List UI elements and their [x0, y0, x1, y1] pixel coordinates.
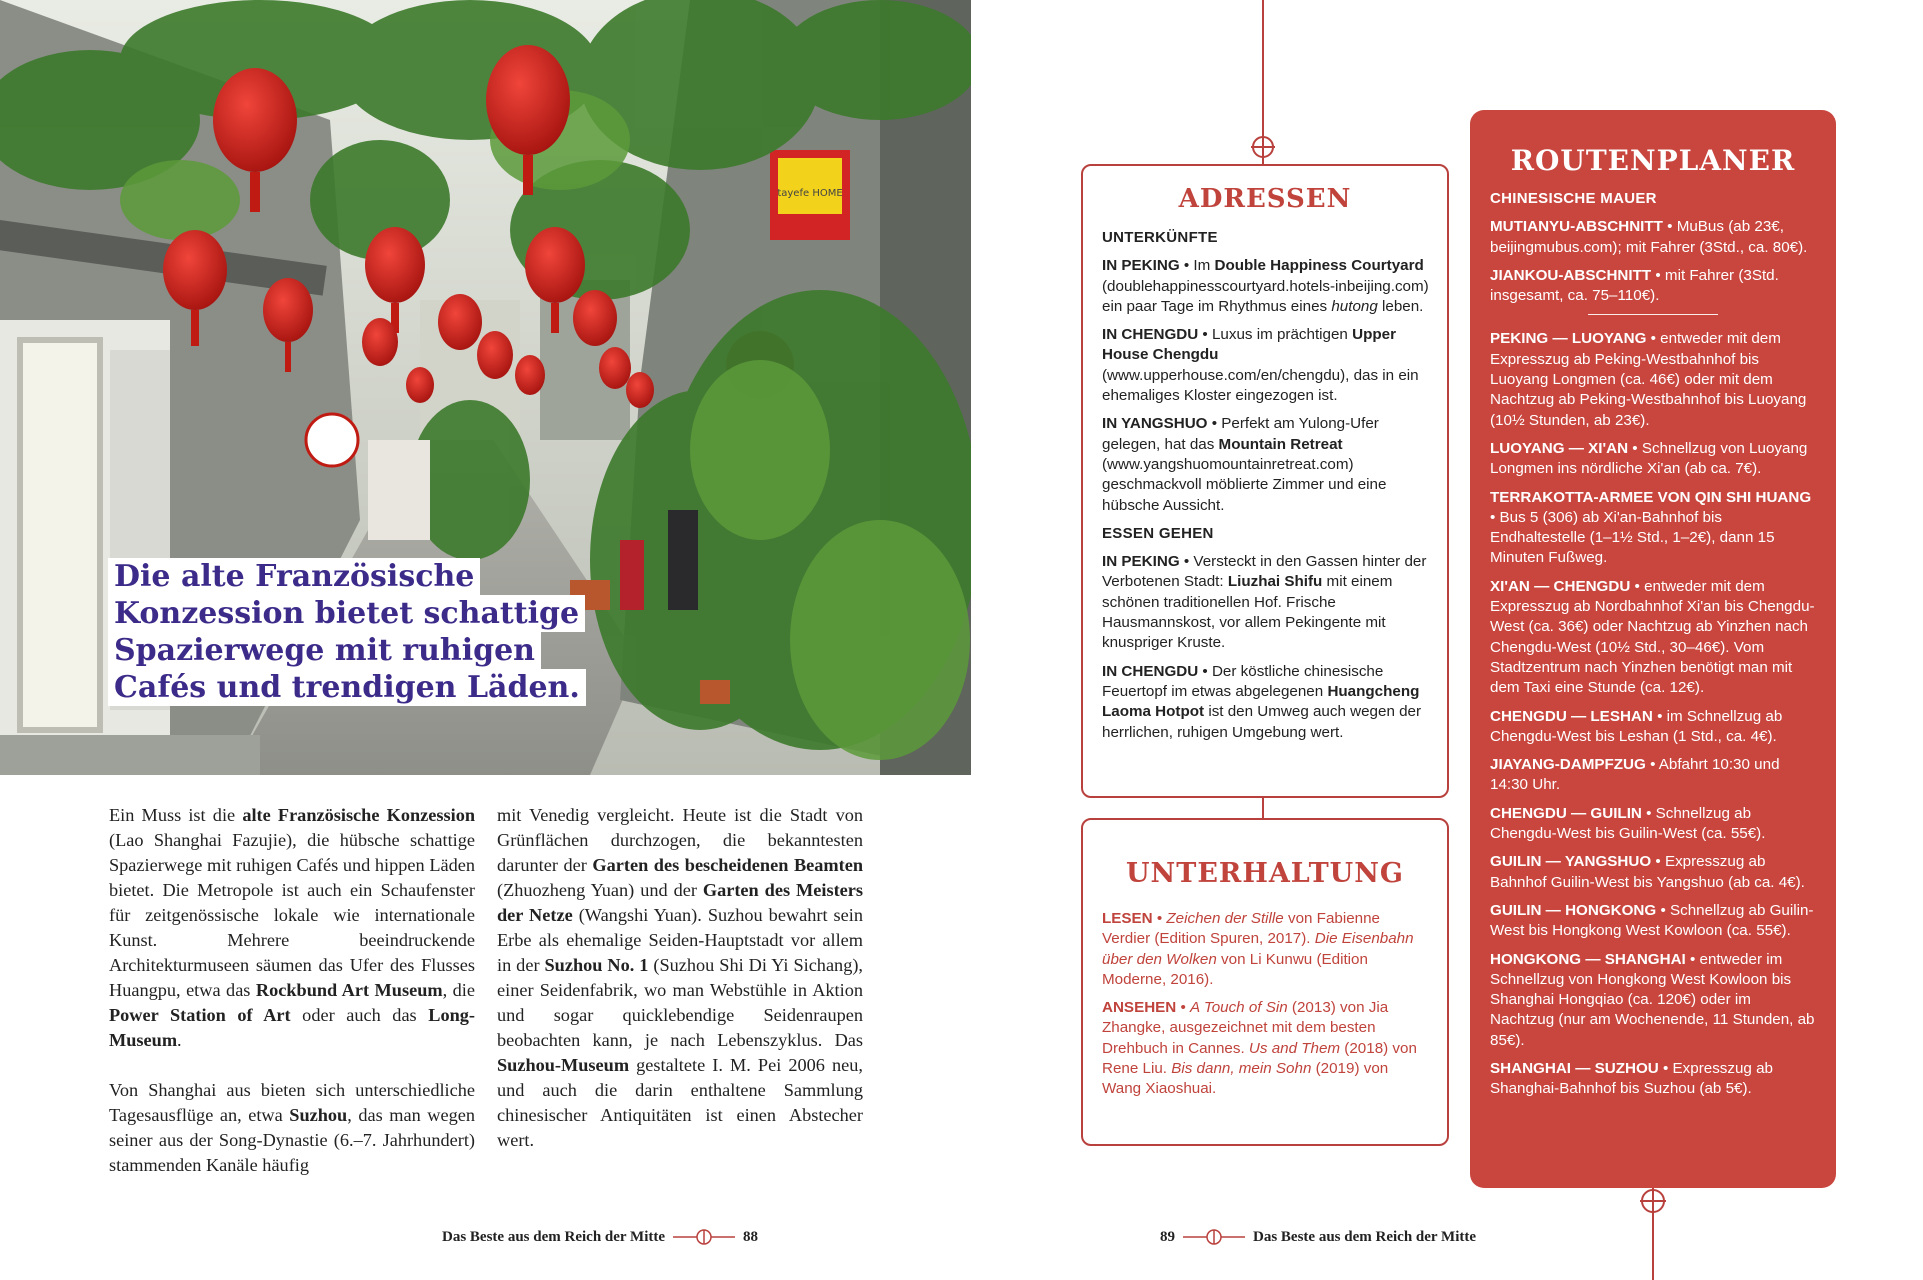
section-heading: CHINESISCHE MAUER [1490, 190, 1657, 207]
address-entry: IN CHENGDU • Der köstliche chinesische Feuertopf im etwas abgelegenen Huangcheng Laoma Hotpot ist den Umweg auch wegen der herrlichen, ruhigen Umgebung wert. [1102, 662, 1422, 741]
section-heading: ESSEN GEHEN [1102, 524, 1214, 542]
section-heading: UNTERKÜNFTE [1102, 229, 1218, 246]
route-entry: MUTIANYU-ABSCHNITT • MuBus (ab 23€, beijingmubus.com); mit Fahrer (3Std., ca. 80€). [1490, 218, 1808, 256]
address-entry: IN PEKING • Im Double Happiness Courtyard (doublehappinesscourtyard.hotels-inbeijing.com) ein paar Tage im Rhythmus eines hutong leben. [1102, 257, 1429, 315]
address-entry: IN CHENGDU • Luxus im prächtigen Upper House Chengdu (www.upperhouse.com/en/chengdu), das in ein ehemaliges Kloster eingezogen ist. [1102, 326, 1419, 405]
route-entry: GUILIN — HONGKONG • Schnellzug ab Guilin-West bis Hongkong West Kowloon (ca. 55€). [1490, 901, 1814, 940]
footer-title: Das Beste aus dem Reich der Mitte [1253, 1228, 1477, 1245]
caption-line: Spazierwege mit ruhigen [108, 632, 541, 669]
footer-left [442, 1228, 758, 1246]
route-entry: SHANGHAI — SUZHOU • Expresszug ab Shanghai-Bahnhof bis Suzhou (ab 5€). [1490, 1059, 1773, 1098]
sign-text: tayefe HOME [777, 188, 843, 199]
adressen-box [1081, 164, 1449, 798]
ornament-icon [1183, 1228, 1245, 1246]
caption-line: Cafés und trendigen Läden. [108, 669, 586, 706]
route-entry: LUOYANG — XI'AN • Schnellzug von Luoyang Longmen ins nördliche Xi'an (ab ca. 7€). [1490, 439, 1808, 478]
route-entry: HONGKONG — SHANGHAI • entweder im Schnellzug von Hongkong West Kowloon bis Shanghai Hongqiao (ca. 120€) oder im Nachtzug (nur am Wochenende, 11 Stunden, ab 85€). [1490, 950, 1815, 1049]
body-column-1 [109, 803, 475, 1203]
page-number: 88 [743, 1228, 759, 1245]
page-number: 89 [1160, 1228, 1175, 1245]
address-entry: IN PEKING • Versteckt in den Gassen hinter der Verbotenen Stadt: Liuzhai Shifu mit einem schönen traditionellen Hof. Frische Hausmannskost, vor allem Pekingente mit knuspriger Kruste. [1102, 553, 1427, 652]
address-entry: IN YANGSHUO • Perfekt am Yulong-Ufer gelegen, hat das Mountain Retreat (www.yangshuomountainretreat.com) geschmackvoll möblierte Zimmer und eine hübsche Aussicht. [1102, 415, 1387, 514]
body-column-2 [497, 803, 863, 1178]
body-paragraph: Ein Muss ist die alte Französische Konzession (Lao Shanghai Fazujie), die hübsche schattige Spazierwege mit ruhigen Cafés und hippen Läden bietet. Die Metropole ist auch ein Schaufenster für zeitgenössische lokale wie internationale Kunst. Mehrere beeindruckende Architekturmuseen säumen das Ufer des Flusses Huangpu, etwa das Rockbund Art Museum, die Power Station of Art oder auch das Long-Museum. [109, 805, 475, 1050]
route-entry: CHENGDU — LESHAN • im Schnellzug ab Chengdu-West bis Leshan (1 Std., ca. 4€). [1490, 707, 1783, 745]
media-entry: LESEN • Zeichen der Stille von Fabienne Verdier (Edition Spuren, 2017). Die Eisenbahn über den Wolken von Li Kunwu (Edition Moderne, 2016). [1102, 910, 1414, 988]
media-entry: ANSEHEN • A Touch of Sin (2013) von Jia Zhangke, ausgezeichnet mit dem besten Drehbuch in Cannes. Us and Them (2018) von Rene Liu. Bis dann, mein Sohn (2019) von Wang Xiaoshuai. [1102, 999, 1417, 1098]
ornament-icon [673, 1228, 735, 1246]
photo-caption [108, 558, 668, 706]
route-entry: XI'AN — CHENGDU • entweder mit dem Expresszug ab Nordbahnhof Xi'an bis Chengdu-West (ca. 36€) oder Nachtzug ab Yinzhen nach Chengdu-West (10½ Std., 30–46€). Vom Stadtzentrum nach Yinzhen benötigt man mit dem Taxi eine Stunde (ca. 12€). [1490, 577, 1815, 697]
routenplaner-box [1470, 110, 1836, 1188]
adressen-title: ADRESSEN [1178, 184, 1352, 214]
route-entry: CHENGDU — GUILIN • Schnellzug ab Chengdu-West bis Guilin-West (ca. 55€). [1490, 804, 1766, 843]
routenplaner-title: ROUTENPLANER [1510, 144, 1796, 177]
caption-line: Konzession bietet schattige [108, 595, 585, 632]
route-entry: JIAYANG-DAMPFZUG • Abfahrt 10:30 und 14:30 Uhr. [1490, 756, 1780, 794]
route-entry: TERRAKOTTA-ARMEE VON QIN SHI HUANG • Bus 5 (306) ab Xi'an-Bahnhof bis Endhaltestelle (1–1½ Std., 1–2€), dann 15 Minuten Fußweg. [1490, 488, 1812, 567]
route-entry: PEKING — LUOYANG • entweder mit dem Expresszug ab Peking-Westbahnhof bis Luoyang Longmen (ca. 46€) oder mit dem Nachtzug ab Peking-Westbahnhof bis Luoyang (10½ Stunden, ab 23€). [1490, 330, 1807, 429]
footer-title: Das Beste aus dem Reich der Mitte [442, 1228, 666, 1245]
route-entry: GUILIN — YANGSHUO • Expresszug ab Bahnhof Guilin-West bis Yangshuo (ab ca. 4€). [1490, 853, 1805, 891]
caption-line: Die alte Französische [108, 558, 480, 595]
body-paragraph: Von Shanghai aus bieten sich unterschiedliche Tagesausflüge an, etwa Suzhou, das man wegen seiner aus der Song-Dynastie (6.–7. Jahrhundert) stammenden Kanäle häufig [109, 1080, 475, 1175]
unterhaltung-title: UNTERHALTUNG [1126, 858, 1404, 889]
ornament-icon [1638, 1186, 1668, 1216]
route-entry: JIANKOU-ABSCHNITT • mit Fahrer (3Std. insgesamt, ca. 75–110€). [1490, 266, 1779, 305]
footer-right [1160, 1228, 1476, 1246]
ornament-icon [1249, 133, 1277, 161]
body-paragraph: mit Venedig vergleicht. Heute ist die Stadt von Grünflächen durchzogen, die bekanntesten darunter der Garten des bescheidenen Beamten (Zhuozheng Yuan) und der Garten des Meisters der Netze (Wangshi Yuan). Suzhou bewahrt sein Erbe als ehemalige Seiden-Hauptstadt vor allem in der Suzhou No. 1 (Suzhou Shi Di Yi Sichang), einer Seidenfabrik, wo man Webstühle in Aktion und sogar quicklebendige Seidenraupen beobachten kann, je nach Lebenszyklus. Das Suzhou-Museum gestaltete I. M. Pei 2006 neu, und auch die darin enthaltene Sammlung chinesischer Antiquitäten ist einen Abstecher wert. [497, 805, 864, 1150]
separator [1588, 314, 1718, 315]
unterhaltung-box [1081, 818, 1449, 1146]
